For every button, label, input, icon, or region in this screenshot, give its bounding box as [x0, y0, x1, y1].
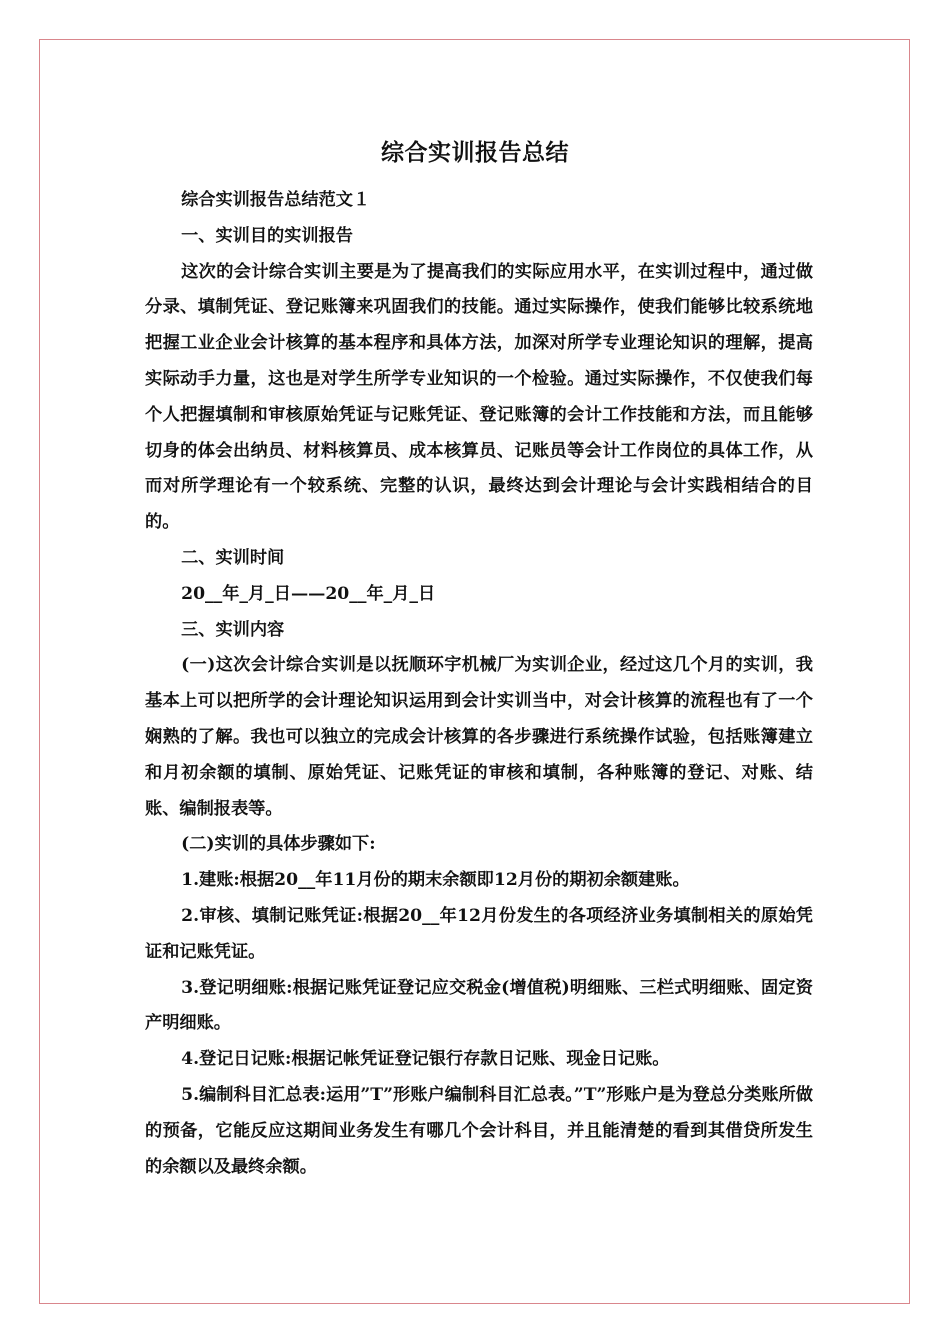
step-4: 4.登记日记账:根据记帐凭证登记银行存款日记账、现金日记账。: [181, 1049, 670, 1070]
step-1: 1.建账:根据20__年11月份的期末余额即12月份的期初余额建账。: [181, 870, 690, 891]
section-heading-sample: 综合实训报告总结范文１: [181, 190, 371, 210]
step-5: 5.编制科目汇总表:运用”T”形账户编制科目汇总表。”T”形账户是为登总分类账所做的预备，它能反应这期间业务发生有哪几个会计科目，并且能清楚的看到其借贷所发生的余额以及最终余额。: [145, 1084, 813, 1177]
section-heading-time: 二、实训时间: [181, 547, 285, 568]
paragraph-content-1: (一)这次会计综合实训是以抚顺环宇机械厂为实训企业，经过这几个月的实训，我基本上可以把所学的会计理论知识运用到会计实训当中，对会计核算的流程也有了一个娴熟的了解。我也可以独立的完成会计核算的各步骤进行系统操作试验，包括账簿建立和月初余额的填制、原始凭证、记账凭证的审核和填制，各种账簿的登记、对账、结账、编制报表等。: [145, 655, 813, 819]
document-body: [145, 183, 813, 1185]
paragraph-content-2-heading: (二)实训的具体步骤如下:: [181, 834, 376, 855]
paragraph-time: 20__年_月_日——20__年_月_日: [181, 583, 436, 604]
section-heading-content: 三、实训内容: [181, 619, 285, 640]
paragraph-purpose: 这次的会计综合实训主要是为了提高我们的实际应用水平，在实训过程中，通过做分录、填制凭证、登记账簿来巩固我们的技能。通过实际操作，使我们能够比较系统地把握工业企业会计核算的基本程序和具体方法，加深对所学专业理论知识的理解，提高实际动手力量，这也是对学生所学专业知识的一个检验。通过实际操作，不仅使我们每个人把握填制和审核原始凭证与记账凭证、登记账簿的会计工作技能和方法，而且能够切身的体会出纳员、材料核算员、成本核算员、记账员等会计工作岗位的具体工作，从而对所学理论有一个较系统、完整的认识，最终达到会计理论与会计实践相结合的目的。: [145, 261, 813, 533]
section-heading-purpose: 一、实训目的实训报告: [181, 225, 353, 246]
step-3: 3.登记明细账:根据记账凭证登记应交税金(增值税)明细账、三栏式明细账、固定资产明细账。: [145, 977, 813, 1034]
document-title: 综合实训报告总结: [381, 139, 569, 166]
step-2: 2.审核、填制记账凭证:根据20__年12月份发生的各项经济业务填制相关的原始凭证和记账凭证。: [145, 905, 813, 962]
